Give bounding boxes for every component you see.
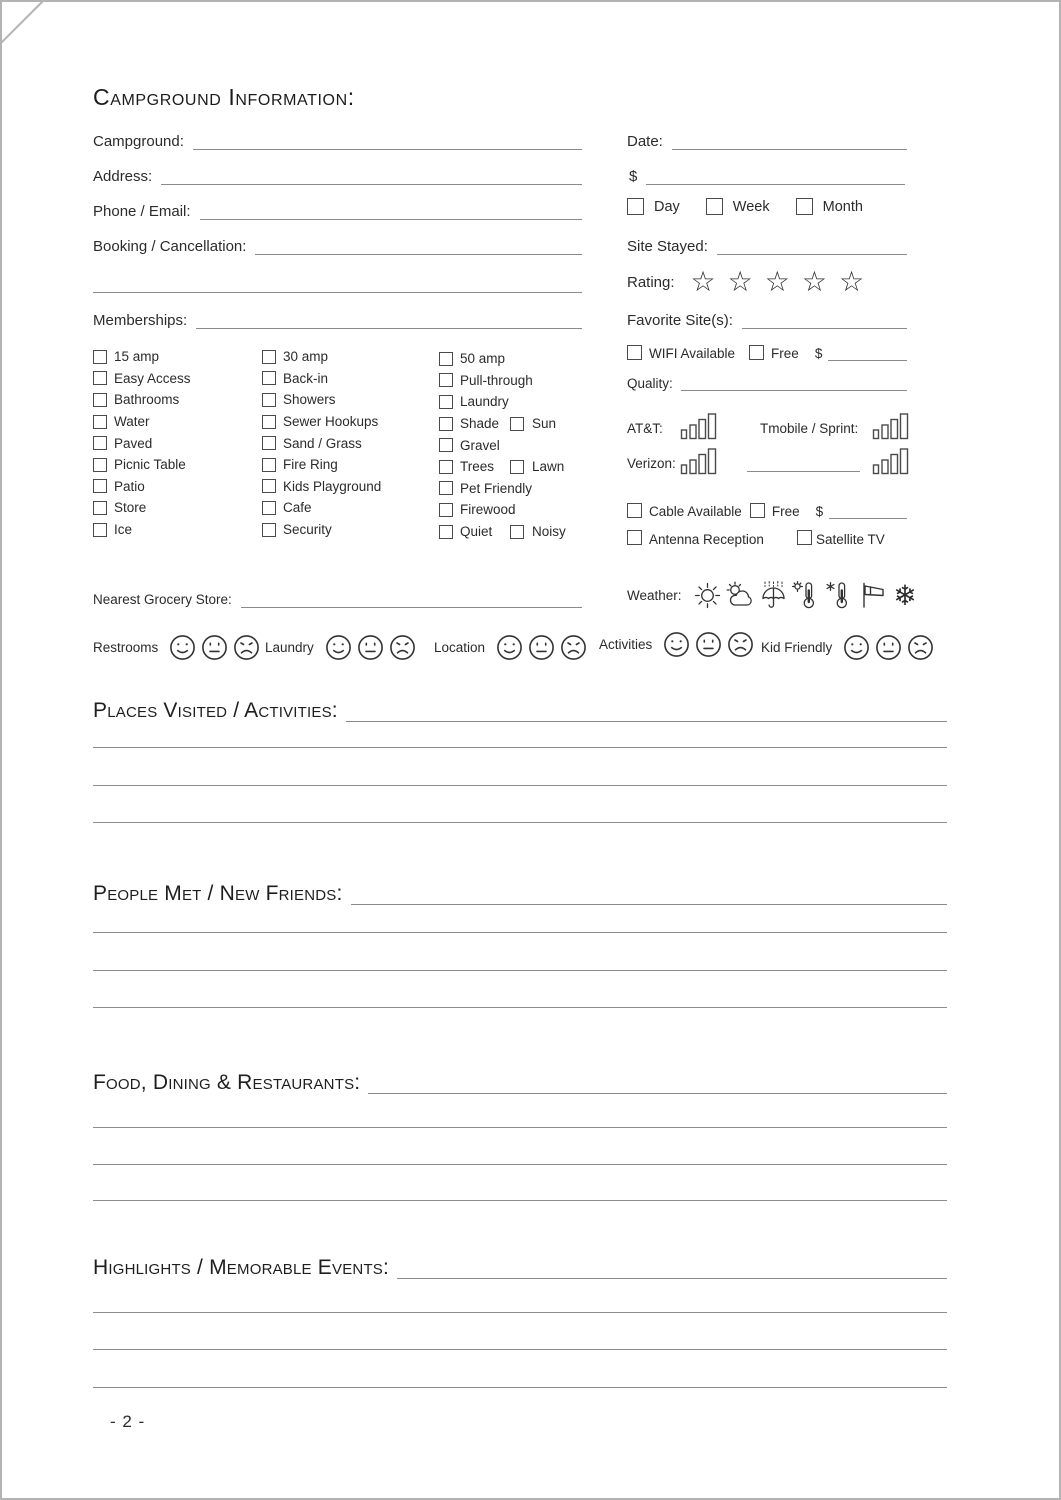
amenity-label: Cafe [283, 500, 312, 516]
happy-face-icon[interactable] [169, 634, 196, 661]
amenity-label: Laundry [460, 394, 509, 410]
amenity-item [262, 497, 381, 519]
laundry-rating [265, 634, 416, 661]
checkbox[interactable] [439, 481, 453, 495]
amenity-label: Gravel [460, 437, 500, 453]
amenity-label: Patio [114, 478, 145, 494]
booking-field [93, 231, 582, 255]
sad-face-icon[interactable] [907, 634, 934, 661]
booking-input-line[interactable] [255, 234, 582, 255]
checkbox[interactable] [262, 458, 276, 472]
checkbox[interactable] [262, 415, 276, 429]
signal-bars-icon[interactable] [872, 448, 909, 475]
amenity-item [439, 391, 533, 413]
checkbox[interactable] [439, 352, 453, 366]
star-icon[interactable]: ☆ [838, 265, 877, 298]
memberships-input-line[interactable] [196, 308, 582, 329]
month-label: Month [822, 198, 863, 215]
amenity-item [439, 348, 533, 370]
signal-bars-icon[interactable] [680, 448, 717, 475]
signal-bars-icon[interactable] [872, 413, 909, 440]
rating-row [627, 265, 877, 298]
checkbox[interactable] [439, 417, 453, 431]
neutral-face-icon[interactable] [695, 631, 722, 658]
writing-line[interactable] [93, 1200, 947, 1201]
amenity-label: Firewood [460, 502, 516, 518]
amenity-item [93, 476, 191, 498]
writing-line[interactable] [93, 1312, 947, 1313]
sad-face-icon[interactable] [233, 634, 260, 661]
kid-friendly-label: Kid Friendly [761, 640, 833, 655]
antenna-row [627, 529, 917, 549]
neutral-face-icon[interactable] [875, 634, 902, 661]
amenity-item [93, 432, 191, 454]
page-title: Campground Information: [93, 84, 355, 110]
cost-input-line[interactable] [646, 164, 905, 185]
amenity-label: Showers [283, 392, 336, 408]
weather-row [627, 580, 921, 611]
amenity-label: Back-in [283, 370, 329, 386]
checkbox[interactable] [262, 501, 276, 515]
nearest-grocery-field [93, 588, 582, 608]
section-highlights [93, 1251, 947, 1279]
wifi-dollar-sign: $ [814, 346, 823, 361]
amenity-item [439, 499, 533, 521]
week-label: Week [732, 198, 770, 215]
amenity-label: Noisy [532, 524, 566, 540]
wifi-cost-input-line[interactable] [828, 344, 907, 361]
wifi-free-checkbox[interactable] [749, 345, 764, 360]
address-label: Address: [93, 167, 153, 185]
date-input-line[interactable] [672, 129, 907, 150]
checkbox[interactable] [93, 501, 107, 515]
favorite-sites-field [627, 305, 907, 329]
section-title: Highlights / Memorable Events: [93, 1255, 390, 1279]
address-field [93, 161, 582, 185]
site-stayed-input-line[interactable] [717, 234, 907, 255]
writing-line[interactable] [93, 747, 947, 748]
cable-free-label: Free [771, 504, 800, 519]
kid-friendly-rating [761, 634, 934, 661]
att-label: AT&T: [627, 421, 663, 436]
star-icon[interactable]: ☆ [690, 265, 728, 298]
amenity-label: Store [114, 500, 147, 516]
restrooms-rating [93, 634, 260, 661]
date-label: Date: [627, 132, 663, 150]
checkbox[interactable] [262, 393, 276, 407]
verizon-label: Verizon: [627, 456, 676, 471]
day-label: Day [654, 198, 680, 215]
antenna-reception-checkbox[interactable] [627, 530, 642, 545]
signal-bars-icon[interactable] [680, 413, 717, 440]
happy-face-icon[interactable] [496, 634, 523, 661]
location-rating [434, 634, 587, 661]
writing-line[interactable] [93, 1387, 947, 1388]
amenity-item [93, 368, 191, 390]
amenity-label: Pet Friendly [460, 480, 533, 496]
verizon-signal-row [627, 445, 917, 475]
antenna-reception-label: Antenna Reception [649, 532, 764, 547]
amenity-item [93, 519, 191, 541]
section-places-visited [93, 694, 947, 722]
section-title-input-line[interactable] [397, 1258, 947, 1279]
checkbox[interactable] [439, 525, 453, 539]
amenities-column-2 [262, 346, 381, 540]
section-title: Food, Dining & Restaurants: [93, 1070, 361, 1094]
checkbox[interactable] [93, 371, 107, 385]
cable-row [627, 502, 907, 519]
amenity-item [439, 434, 533, 456]
checkbox[interactable] [93, 350, 107, 364]
weather-label: Weather: [627, 588, 682, 603]
checkbox[interactable] [93, 479, 107, 493]
star-icon[interactable]: ☆ [727, 265, 765, 298]
windsock-icon[interactable] [857, 580, 888, 611]
amenity-item-pair [439, 521, 566, 543]
stay-period-options [627, 198, 863, 215]
cable-available-label: Cable Available [649, 504, 742, 519]
phone-email-input-line[interactable] [200, 199, 582, 220]
sun-icon[interactable] [692, 580, 723, 611]
section-title-input-line[interactable] [368, 1073, 947, 1094]
checkbox[interactable] [93, 436, 107, 450]
amenity-item-pair [439, 456, 565, 478]
wifi-row [627, 344, 907, 361]
checkbox[interactable] [262, 479, 276, 493]
sad-face-icon[interactable] [727, 631, 754, 658]
amenity-item [262, 389, 381, 411]
checkbox[interactable] [510, 460, 524, 474]
amenity-label: Sand / Grass [283, 435, 362, 451]
snowflake-icon[interactable]: ❄ [893, 579, 917, 612]
writing-line[interactable] [93, 932, 947, 933]
checkbox[interactable] [262, 523, 276, 537]
rain-umbrella-icon[interactable] [758, 580, 789, 611]
phone-email-label: Phone / Email: [93, 202, 191, 220]
rating-stars [690, 265, 877, 298]
amenity-item [439, 478, 533, 500]
amenity-label: Paved [114, 435, 153, 451]
section-food-dining [93, 1066, 947, 1094]
amenity-item [262, 454, 381, 476]
section-title-input-line[interactable] [351, 884, 947, 905]
amenity-label: 15 amp [114, 349, 160, 365]
amenity-item-pair [439, 413, 557, 435]
favorite-sites-input-line[interactable] [742, 308, 907, 329]
amenity-label: Kids Playground [283, 478, 382, 494]
amenity-item [262, 368, 381, 390]
amenity-item [93, 454, 191, 476]
section-title: People Met / New Friends: [93, 881, 343, 905]
amenity-label: Bathrooms [114, 392, 180, 408]
checkbox[interactable] [262, 371, 276, 385]
checkbox[interactable] [439, 373, 453, 387]
amenity-item [262, 519, 381, 541]
satellite-tv-checkbox[interactable] [797, 530, 812, 545]
quality-input-line[interactable] [681, 374, 907, 391]
site-stayed-label: Site Stayed: [627, 237, 708, 255]
amenity-item [93, 389, 191, 411]
address-input-line[interactable] [161, 164, 582, 185]
activities-rating [599, 631, 754, 658]
checkbox[interactable] [93, 415, 107, 429]
amenity-label: Pull-through [460, 372, 533, 388]
writing-line[interactable] [93, 970, 947, 971]
wifi-available-checkbox[interactable] [627, 345, 642, 360]
amenity-label: Security [283, 522, 332, 538]
location-label: Location [434, 640, 486, 655]
page-corner-fold [0, 0, 44, 44]
checkbox[interactable] [262, 350, 276, 364]
cable-cost-input-line[interactable] [829, 502, 907, 519]
tmobile-sprint-label: Tmobile / Sprint: [760, 421, 859, 436]
amenity-label: Ice [114, 522, 133, 538]
writing-line[interactable] [93, 1164, 947, 1165]
star-icon[interactable]: ☆ [764, 265, 802, 298]
cold-thermometer-icon[interactable] [824, 580, 855, 611]
restrooms-label: Restrooms [93, 640, 159, 655]
booking-label: Booking / Cancellation: [93, 237, 247, 255]
checkbox[interactable] [510, 525, 524, 539]
att-signal-row [627, 410, 917, 440]
day-option [627, 198, 680, 215]
amenity-item [93, 411, 191, 433]
writing-line[interactable] [93, 1007, 947, 1008]
amenity-label: Quiet [460, 524, 493, 540]
activities-label: Activities [599, 637, 653, 652]
memberships-label: Memberships: [93, 311, 188, 329]
checkbox[interactable] [439, 438, 453, 452]
amenity-label: Fire Ring [283, 457, 338, 473]
writing-line[interactable] [93, 1127, 947, 1128]
amenity-item [439, 370, 533, 392]
week-checkbox[interactable] [706, 198, 723, 215]
amenity-item [93, 497, 191, 519]
amenity-item [262, 346, 381, 368]
star-icon[interactable]: ☆ [801, 265, 839, 298]
amenity-label: Lawn [532, 459, 565, 475]
checkbox[interactable] [439, 395, 453, 409]
week-option [706, 198, 770, 215]
writing-line[interactable] [93, 785, 947, 786]
wifi-available-label: WIFI Available [649, 346, 736, 361]
cost-dollar-sign: $ [629, 167, 638, 185]
happy-face-icon[interactable] [325, 634, 352, 661]
cost-field [629, 161, 905, 185]
neutral-face-icon[interactable] [201, 634, 228, 661]
writing-line[interactable] [93, 822, 947, 823]
rating-label: Rating: [627, 273, 675, 291]
month-checkbox[interactable] [796, 198, 813, 215]
other-carrier-input-line[interactable] [747, 471, 860, 472]
page-number: - 2 - [110, 1412, 146, 1431]
cable-free-checkbox[interactable] [750, 503, 765, 518]
amenity-item [262, 432, 381, 454]
neutral-face-icon[interactable] [357, 634, 384, 661]
campground-label: Campground: [93, 132, 184, 150]
checkbox[interactable] [93, 393, 107, 407]
amenity-label: Sewer Hookups [283, 414, 379, 430]
sad-face-icon[interactable] [560, 634, 587, 661]
sad-face-icon[interactable] [389, 634, 416, 661]
writing-line[interactable] [93, 1349, 947, 1350]
favorite-sites-label: Favorite Site(s): [627, 311, 733, 329]
checkbox[interactable] [262, 436, 276, 450]
hot-thermometer-icon[interactable] [791, 580, 822, 611]
amenity-label: 30 amp [283, 349, 329, 365]
nearest-grocery-input-line[interactable] [241, 592, 582, 608]
day-checkbox[interactable] [627, 198, 644, 215]
amenity-item [93, 346, 191, 368]
section-title-input-line[interactable] [346, 701, 947, 722]
happy-face-icon[interactable] [843, 634, 870, 661]
laundry-label: Laundry [265, 640, 314, 655]
cable-available-checkbox[interactable] [627, 503, 642, 518]
quality-label: Quality: [627, 376, 673, 391]
amenity-label: Trees [460, 459, 495, 475]
section-title: Places Visited / Activities: [93, 698, 338, 722]
date-field [627, 126, 907, 150]
partly-cloudy-icon[interactable] [725, 580, 756, 611]
section-people-met [93, 877, 947, 905]
nearest-grocery-label: Nearest Grocery Store: [93, 592, 232, 608]
amenity-label: Shade [460, 416, 500, 432]
checkbox[interactable] [439, 503, 453, 517]
happy-face-icon[interactable] [663, 631, 690, 658]
satellite-tv-label: Satellite TV [816, 532, 885, 547]
amenities-column-3 [439, 348, 566, 542]
site-stayed-field [627, 231, 907, 255]
month-option [796, 198, 863, 215]
neutral-face-icon[interactable] [528, 634, 555, 661]
amenity-item [262, 411, 381, 433]
amenities-column-1 [93, 346, 191, 540]
checkbox[interactable] [93, 458, 107, 472]
checkbox[interactable] [93, 523, 107, 537]
quality-row [627, 374, 907, 391]
cable-dollar-sign: $ [815, 504, 824, 519]
memberships-field [93, 305, 582, 329]
amenity-label: Picnic Table [114, 457, 186, 473]
wifi-free-label: Free [771, 346, 799, 361]
amenity-label: 50 amp [460, 351, 506, 367]
checkbox[interactable] [439, 460, 453, 474]
amenity-item [262, 476, 381, 498]
campground-field [93, 126, 582, 150]
amenity-label: Water [114, 414, 150, 430]
booking-continuation-line[interactable] [93, 292, 582, 293]
amenity-label: Sun [532, 416, 557, 432]
phone-email-field [93, 196, 582, 220]
checkbox[interactable] [510, 417, 524, 431]
amenity-label: Easy Access [114, 370, 191, 386]
campground-input-line[interactable] [193, 129, 582, 150]
